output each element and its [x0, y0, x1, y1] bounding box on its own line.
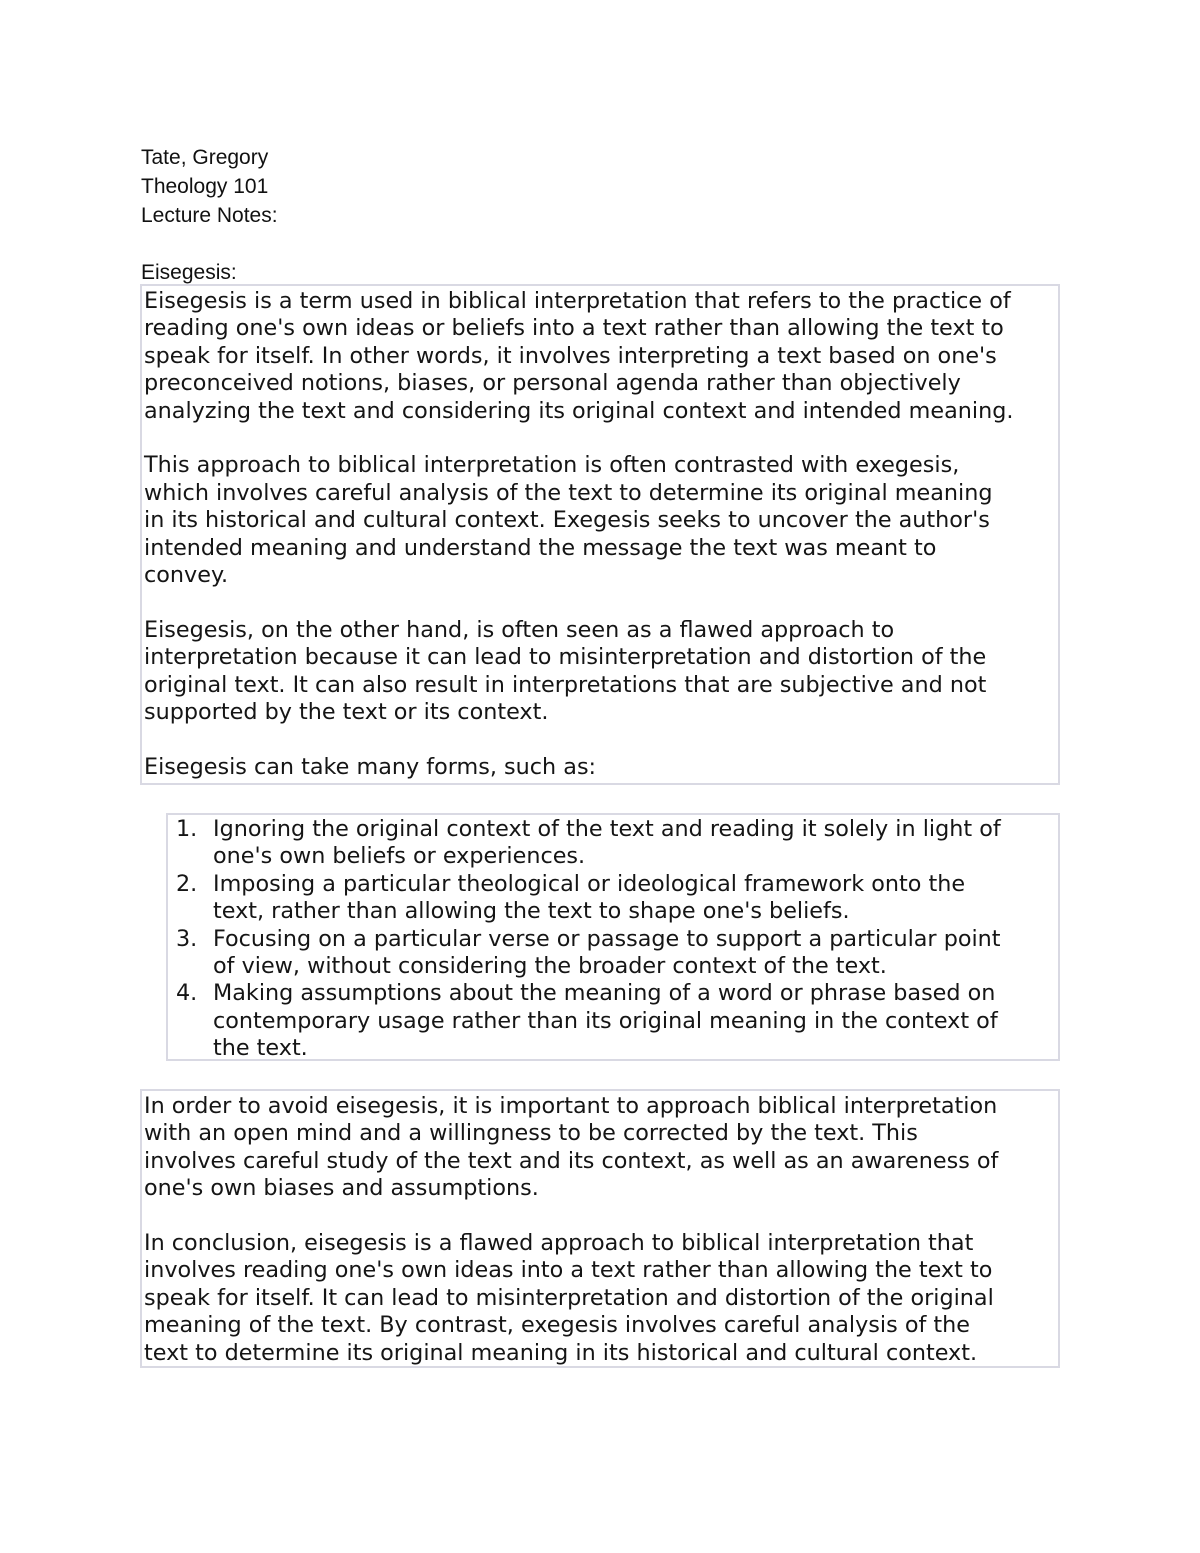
text-line: in its historical and cultural context. Exegesis seeks to uncover the author's — [144, 507, 990, 534]
text-line: involves careful study of the text and its context, as well as an awareness of — [144, 1147, 999, 1174]
text-line: speak for itself. In other words, it involves interpreting a text based on one's — [144, 342, 997, 369]
text-line: Making assumptions about the meaning of a word or phrase based on — [213, 980, 996, 1007]
text-line: intended meaning and understand the message the text was meant to — [144, 534, 937, 561]
text-line: supported by the text or its context. — [144, 699, 549, 726]
list-item-number: 4. — [176, 980, 198, 1007]
intro-paragraph — [144, 288, 1058, 425]
conclusion-paragraph — [144, 1230, 1058, 1367]
list-item — [168, 816, 1058, 871]
forms-list — [168, 816, 1058, 1063]
author-name: Tate, Gregory — [141, 146, 269, 169]
forms-list-box — [166, 813, 1060, 1061]
list-item-number: 3. — [176, 925, 198, 952]
text-line: Imposing a particular theological or ideological framework onto the — [213, 870, 966, 897]
text-line: contemporary usage rather than its original meaning in the context of — [213, 1007, 998, 1034]
exegesis-contrast-paragraph — [144, 452, 1058, 589]
text-line: original text. It can also result in interpretations that are subjective and not — [144, 671, 987, 698]
text-line: In order to avoid eisegesis, it is important to approach biblical interpretation — [144, 1093, 998, 1119]
list-item-number: 2. — [176, 870, 198, 897]
document-type: Lecture Notes: — [141, 204, 278, 227]
intro-text-box — [140, 284, 1060, 785]
text-line: one's own biases and assumptions. — [144, 1175, 539, 1202]
text-line: Eisegesis can take many forms, such as: — [144, 753, 597, 780]
text-line: analyzing the text and considering its original context and intended meaning. — [144, 397, 1014, 424]
text-line: text to determine its original meaning in its historical and cultural context. — [144, 1339, 978, 1366]
forms-intro-paragraph — [144, 754, 1058, 781]
text-line: meaning of the text. By contrast, exegesis involves careful analysis of the — [144, 1312, 970, 1339]
text-line: convey. — [144, 562, 229, 589]
list-item-number: 1. — [176, 816, 198, 842]
avoid-eisegesis-paragraph — [144, 1093, 1058, 1203]
text-line: interpretation because it can lead to misinterpretation and distortion of the — [144, 644, 987, 671]
text-line: reading one's own ideas or beliefs into a text rather than allowing the text to — [144, 315, 1004, 342]
text-line: speak for itself. It can lead to misinterpretation and distortion of the original — [144, 1284, 994, 1311]
text-line: This approach to biblical interpretation is often contrasted with exegesis, — [144, 452, 960, 479]
text-line: with an open mind and a willingness to be corrected by the text. This — [144, 1120, 918, 1147]
text-line: In conclusion, eisegesis is a flawed approach to biblical interpretation that — [144, 1230, 974, 1257]
list-item — [168, 980, 1058, 1062]
list-item — [168, 926, 1058, 981]
text-line: one's own beliefs or experiences. — [213, 843, 586, 870]
text-line: which involves careful analysis of the text to determine its original meaning — [144, 479, 993, 506]
flawed-approach-paragraph — [144, 617, 1058, 727]
conclusion-text-box — [140, 1089, 1060, 1368]
section-heading: Eisegesis: — [141, 261, 237, 284]
list-item — [168, 871, 1058, 926]
text-line: Focusing on a particular verse or passage to support a particular point — [213, 925, 1001, 952]
text-line: text, rather than allowing the text to shape one's beliefs. — [213, 898, 850, 925]
text-line: Ignoring the original context of the text and reading it solely in light of — [213, 816, 1001, 842]
document-header — [141, 143, 278, 230]
text-line: Eisegesis is a term used in biblical interpretation that refers to the practice of — [144, 288, 1011, 314]
text-line: the text. — [213, 1035, 308, 1062]
text-line: Eisegesis, on the other hand, is often seen as a flawed approach to — [144, 616, 895, 643]
text-line: of view, without considering the broader context of the text. — [213, 953, 887, 980]
text-line: involves reading one's own ideas into a text rather than allowing the text to — [144, 1257, 993, 1284]
course-name: Theology 101 — [141, 175, 269, 198]
text-line: preconceived notions, biases, or personal agenda rather than objectively — [144, 370, 961, 397]
